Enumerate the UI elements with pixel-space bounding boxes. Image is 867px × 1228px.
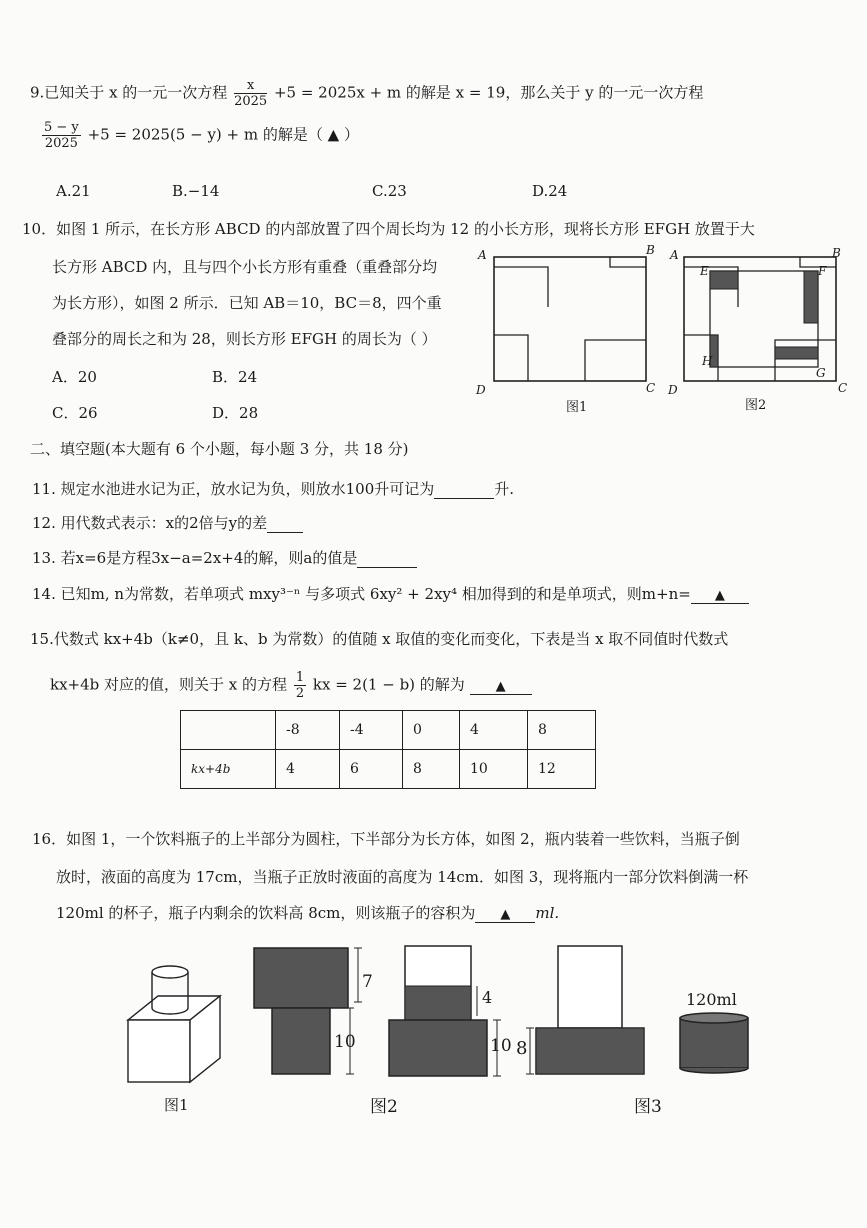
- q15-value-table: [180, 710, 596, 789]
- q10-line3: 为长方形），如图 2 所示．已知 AB＝10，BC＝8，四个重: [52, 294, 442, 312]
- q16-line1: 16．如图 1，一个饮料瓶子的上半部分为圆柱，下半部分为长方体，如图 2，瓶内装着一些饮料，当瓶子倒: [32, 830, 740, 848]
- q9-option-b: B.−14: [172, 182, 220, 200]
- q15-blank: ▲: [470, 679, 532, 695]
- q16-figure-2-upright: [385, 942, 515, 1082]
- table-cell: 4: [276, 750, 340, 789]
- fig1-label-b: B: [646, 243, 655, 257]
- table-row: [181, 711, 596, 750]
- fig2-label-e: E: [700, 264, 709, 278]
- q16-cup: [676, 1010, 756, 1074]
- q16-figure-1: [120, 960, 230, 1090]
- q16-figure-2-inverted: [250, 942, 380, 1082]
- q10-line1: 10．如图 1 所示，在长方形 ABCD 的内部放置了四个周长均为 12 的小长方形，现将长方形 EFGH 放置于大: [22, 220, 755, 238]
- q9-fraction: [234, 78, 267, 109]
- table-cell: 10: [460, 750, 528, 789]
- q16-fig3-caption: 图3: [634, 1097, 662, 1117]
- table-cell: [181, 711, 276, 750]
- fig1-label-c: C: [646, 381, 656, 395]
- fig2-label-c: C: [838, 381, 848, 395]
- table-cell: -4: [340, 711, 403, 750]
- q13-blank: [357, 549, 417, 568]
- q9-option-d: D.24: [532, 182, 568, 200]
- table-cell: kx+4b: [181, 750, 276, 789]
- q12-text: 12. 用代数式表示：x的2倍与y的差: [32, 514, 268, 532]
- q9-frac-num: x: [234, 78, 267, 94]
- q16-figure-3: [522, 942, 652, 1082]
- q9-line1: [30, 78, 703, 109]
- q16-label-4: 4: [482, 988, 493, 1007]
- fig2-caption: 图2: [745, 398, 767, 413]
- q16-cup-label: 120ml: [686, 990, 737, 1009]
- q15-text2: kx = 2(1 − b) 的解为: [312, 675, 465, 694]
- q14: [32, 583, 749, 604]
- q9-option-a: A.21: [56, 182, 91, 200]
- q11: [32, 478, 514, 499]
- q9-fraction2: [42, 120, 81, 151]
- q9-text2: +5 = 2025(5 − y) + m 的解是（ ▲ ）: [87, 125, 359, 144]
- q16-text: 120ml 的杯子，瓶子内剩余的饮料高 8cm，则该瓶子的容积为: [56, 904, 476, 922]
- table-cell: 8: [528, 711, 596, 750]
- q15-half-den: 2: [295, 686, 305, 701]
- q11-tail: 升.: [494, 480, 515, 498]
- q16-line3: [56, 902, 559, 923]
- q14-blank: ▲: [691, 588, 749, 604]
- section2-heading: 二、填空题(本大题有 6 个小题，每小题 3 分，共 18 分): [30, 440, 409, 458]
- fig2-label-f: F: [818, 264, 827, 278]
- q9-text: 9.已知关于 x 的一元一次方程: [30, 83, 228, 102]
- q16-blank: ▲: [475, 907, 535, 923]
- table-cell: -8: [276, 711, 340, 750]
- fig2-label-g: G: [816, 366, 826, 380]
- q16-fig2-caption: 图2: [370, 1097, 398, 1117]
- table-row: [181, 750, 596, 789]
- q10-line4: 叠部分的周长之和为 28，则长方形 EFGH 的周长为（ ）: [52, 330, 437, 348]
- q12: [32, 512, 303, 533]
- q15-half-num: 1: [295, 670, 305, 685]
- q10-option-b: B．24: [212, 368, 258, 386]
- q9-frac2-num: 5 − y: [44, 120, 79, 135]
- q15-line1: 15.代数式 kx+4b（k≠0，且 k、b 为常数）的值随 x 取值的变化而变化，下表是当 x 取不同值时代数式: [30, 630, 729, 648]
- q13-text: 13. 若x=6是方程3x−a=2x+4的解，则a的值是: [32, 549, 358, 567]
- q11-text: 11. 规定水池进水记为正，放水记为负，则放水100升可记为: [32, 480, 435, 498]
- fig1-caption: 图1: [566, 400, 588, 415]
- q9-line2: [40, 120, 359, 151]
- q9-frac-den: 2025: [234, 94, 268, 109]
- q9-text-mid: +5 = 2025x + m 的解是 x = 19，那么关于 y 的一元一次方程: [273, 83, 704, 102]
- table-cell: 12: [528, 750, 596, 789]
- table-cell: 4: [460, 711, 528, 750]
- q16-label-8: 8: [516, 1038, 528, 1059]
- q16-label-10a: 10: [334, 1032, 356, 1052]
- fig2-label-d: D: [668, 383, 678, 397]
- fig2-label-a: A: [670, 248, 679, 262]
- fig2-label-b: B: [832, 246, 841, 260]
- fig2-label-h: H: [702, 354, 713, 368]
- q15-line2: [50, 670, 532, 701]
- q11-blank: [434, 480, 494, 499]
- q9-option-c: C.23: [372, 182, 407, 200]
- q16-line2: 放时，液面的高度为 17cm，当瓶子正放时液面的高度为 14cm．如图 3，现将瓶内一部分饮料倒满一杯: [56, 868, 749, 886]
- q10-option-c: C．26: [52, 404, 98, 422]
- q12-blank: [267, 514, 303, 533]
- q16-label-10b: 10: [490, 1036, 512, 1056]
- q9-frac2-den: 2025: [44, 136, 78, 151]
- q13: [32, 547, 417, 568]
- q16-unit: ml.: [535, 904, 560, 922]
- table-cell: 6: [340, 750, 403, 789]
- q10-option-d: D．28: [212, 404, 259, 422]
- q15-text: kx+4b 对应的值，则关于 x 的方程: [50, 675, 288, 694]
- fig1-label-a: A: [478, 248, 487, 262]
- q10-option-a: A．20: [52, 368, 97, 386]
- q16-label-7: 7: [362, 972, 373, 992]
- q14-text: 14. 已知m, n为常数，若单项式 mxy³⁻ⁿ 与多项式 6xy² + 2xy⁴ 相加得到的和是单项式，则m+n=: [32, 585, 691, 603]
- q10-line2: 长方形 ABCD 内，且与四个小长方形有重叠（重叠部分均: [52, 258, 438, 276]
- q10-figure-1: [480, 245, 660, 405]
- table-cell: 8: [403, 750, 460, 789]
- table-cell: 0: [403, 711, 460, 750]
- q15-half: [294, 670, 306, 701]
- q16-fig1-caption: 图1: [164, 1096, 189, 1114]
- fig1-label-d: D: [476, 383, 486, 397]
